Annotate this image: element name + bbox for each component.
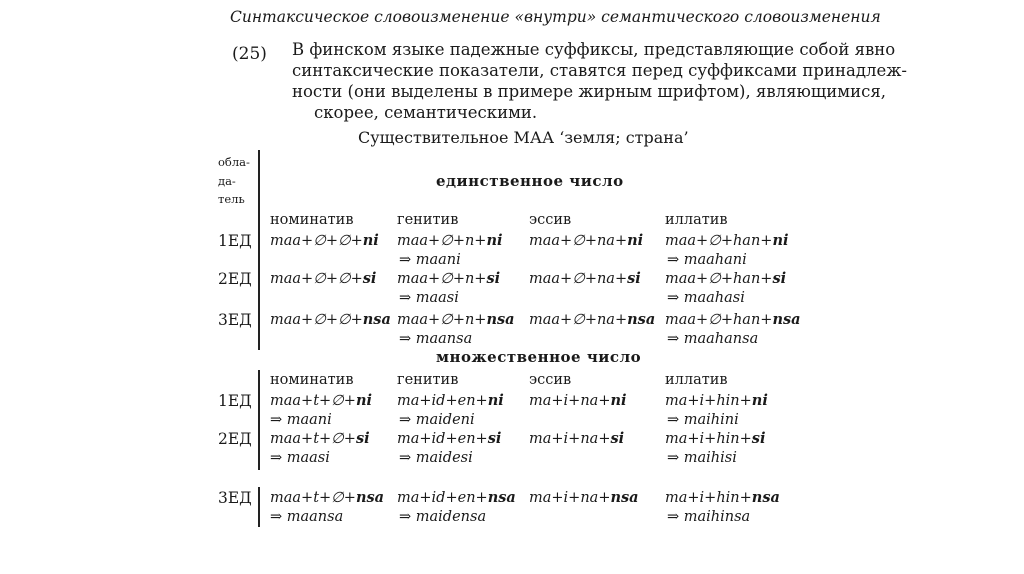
form-cell [270,232,379,249]
result-form: maani [415,252,461,268]
implies-arrow: ⇒ [667,412,680,428]
form-stem: maa+∅+na+ [529,312,628,328]
possessive-suffix: si [486,270,501,287]
result-form: maahasi [683,290,745,306]
implies-arrow: ⇒ [399,252,412,268]
result-cell [667,252,747,268]
result-cell [667,450,737,466]
form-cell [270,489,384,506]
section-title: единственное число [436,172,624,190]
possessive-suffix: nsa [610,489,639,506]
form-stem: maa+∅+n+ [397,312,487,328]
form-cell [529,489,639,506]
form-stem: ma+id+en+ [397,393,488,409]
implies-arrow: ⇒ [667,450,680,466]
form-cell [529,430,624,447]
result-form: maansa [415,331,473,347]
form-stem: maa+t+∅+ [270,490,356,506]
result-form: maidensa [415,509,487,525]
example-number: (25) [232,44,267,64]
table-caption: Существительное МАА ‘земля; страна’ [358,128,689,147]
form-cell [397,430,501,447]
form-stem: maa+∅+han+ [665,271,773,287]
implies-arrow: ⇒ [399,509,412,525]
possessive-suffix: si [362,270,377,287]
possessive-suffix: nsa [751,489,780,506]
possessive-suffix: ni [610,392,627,409]
form-cell [665,489,780,506]
owner-label-line: обла- [218,155,250,169]
form-stem: maa+∅+han+ [665,312,773,328]
form-stem: maa+∅+∅+ [270,233,363,249]
form-cell [529,232,643,249]
form-stem: ma+i+hin+ [665,490,752,506]
form-stem: ma+i+na+ [529,393,611,409]
paragraph-line: В финском языке падежные суффиксы, представляющие собой явно [292,40,896,59]
column-header: эссив [529,212,572,228]
implies-arrow: ⇒ [399,331,412,347]
possessive-suffix: ni [487,392,504,409]
implies-arrow: ⇒ [270,450,283,466]
column-header: генитив [397,372,459,388]
owner-label [218,153,250,209]
result-form: maasi [286,450,330,466]
form-stem: maa+∅+∅+ [270,312,363,328]
implies-arrow: ⇒ [667,252,680,268]
implies-arrow: ⇒ [667,331,680,347]
possessive-suffix: ni [486,232,503,249]
implies-arrow: ⇒ [270,509,283,525]
form-stem: maa+∅+∅+ [270,271,363,287]
form-cell [665,311,801,328]
column-header: иллатив [665,372,728,388]
possessive-suffix: nsa [362,311,391,328]
result-cell [667,509,750,525]
form-stem: maa+t+∅+ [270,393,356,409]
result-form: maihinsa [683,509,751,525]
possessive-suffix: ni [355,392,373,409]
result-cell [399,252,461,268]
owner-label-line: да- [218,173,236,188]
form-stem: maa+∅+na+ [529,271,628,287]
form-stem: ma+i+hin+ [665,393,752,409]
form-cell [270,270,376,287]
column-header: номинатив [270,212,354,228]
possessive-suffix: ni [627,232,644,249]
result-form: maidesi [415,450,473,466]
table-divider [258,370,260,470]
implies-arrow: ⇒ [399,412,412,428]
result-cell [270,509,343,525]
form-stem: ma+id+en+ [397,431,488,447]
form-cell [665,232,789,249]
row-label: 1ЕД [218,232,252,250]
implies-arrow: ⇒ [399,450,412,466]
result-form: maihisi [683,450,737,466]
page-heading: Синтаксическое словоизменение «внутри» семантического словоизменения [230,8,881,26]
implies-arrow: ⇒ [667,290,680,306]
implies-arrow: ⇒ [399,290,412,306]
possessive-suffix: ni [751,392,768,409]
possessive-suffix: ni [772,232,789,249]
possessive-suffix: nsa [487,489,516,506]
result-form: maahansa [683,331,759,347]
form-stem: ma+i+na+ [529,431,611,447]
column-header: генитив [397,212,459,228]
form-cell [270,430,370,447]
form-cell [397,489,516,506]
form-cell [270,392,372,409]
possessive-suffix: si [355,430,370,447]
form-cell [397,392,504,409]
section-title: множественное число [436,348,642,366]
possessive-suffix: si [487,430,502,447]
form-cell [397,270,500,287]
form-cell [665,392,768,409]
possessive-suffix: nsa [627,311,656,328]
form-stem: ma+id+en+ [397,490,488,506]
result-form: maani [286,412,332,428]
form-cell [397,232,503,249]
result-cell [399,450,473,466]
result-cell [399,290,459,306]
result-cell [399,509,486,525]
possessive-suffix: si [610,430,625,447]
implies-arrow: ⇒ [667,509,680,525]
result-cell [270,450,330,466]
column-header: эссив [529,372,572,388]
form-stem: ma+i+hin+ [665,431,752,447]
possessive-suffix: nsa [772,311,801,328]
row-label: 1ЕД [218,392,252,410]
owner-label-line: тель [218,192,245,206]
row-label: 2ЕД [218,270,252,288]
result-form: maihini [683,412,739,428]
result-form: maasi [415,290,459,306]
form-cell [529,270,641,287]
result-cell [399,331,472,347]
form-cell [270,311,391,328]
row-label: 3ЕД [218,489,252,507]
table-divider [258,487,260,527]
form-stem: maa+∅+n+ [397,233,487,249]
form-stem: maa+∅+n+ [397,271,487,287]
form-cell [665,430,765,447]
result-form: maahani [683,252,747,268]
form-cell [665,270,786,287]
form-stem: maa+∅+han+ [665,233,773,249]
result-cell [667,290,745,306]
possessive-suffix: si [772,270,787,287]
form-stem: maa+∅+na+ [529,233,628,249]
column-header: номинатив [270,372,354,388]
paragraph-line: ности (они выделены в примере жирным шрифтом), являющимися, [292,82,886,101]
possessive-suffix: nsa [355,489,385,506]
result-cell [399,412,475,428]
possessive-suffix: si [751,430,766,447]
paragraph-line: синтаксические показатели, ставятся перед суффиксами принадлеж- [292,61,907,80]
result-cell [270,412,332,428]
result-cell [667,331,758,347]
form-cell [397,311,515,328]
column-header: иллатив [665,212,728,228]
table-divider [258,150,260,350]
result-form: maideni [415,412,475,428]
form-cell [529,311,655,328]
form-cell [529,392,627,409]
form-stem: ma+i+na+ [529,490,611,506]
result-form: maansa [286,509,344,525]
paragraph-line: скорее, семантическими. [314,103,538,122]
row-label: 2ЕД [218,430,252,448]
row-label: 3ЕД [218,311,252,329]
example-paragraph [292,39,907,123]
form-stem: maa+t+∅+ [270,431,356,447]
possessive-suffix: ni [362,232,379,249]
result-cell [667,412,739,428]
possessive-suffix: nsa [486,311,515,328]
implies-arrow: ⇒ [270,412,283,428]
possessive-suffix: si [627,270,641,287]
